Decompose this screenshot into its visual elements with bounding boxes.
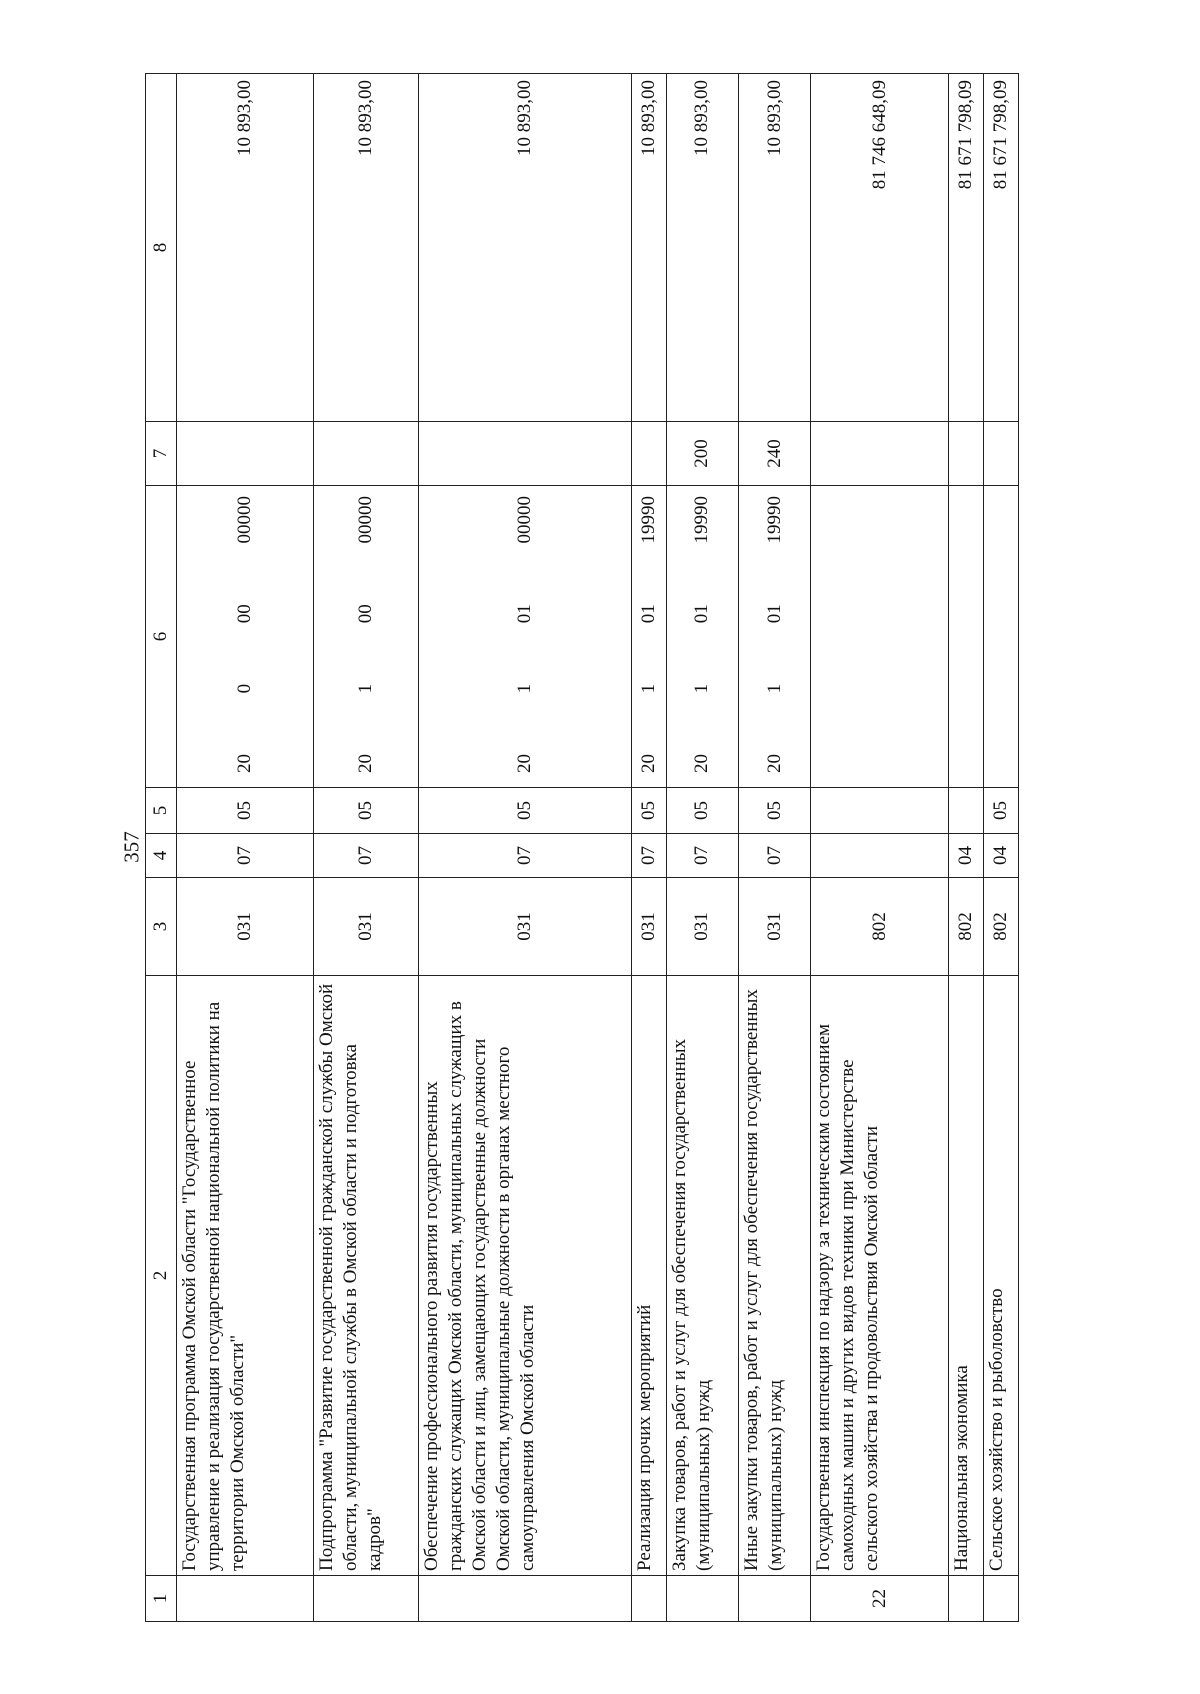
- target-subprogram: 1: [355, 683, 377, 694]
- section-code: 07: [314, 834, 419, 878]
- target-subprogram: 1: [763, 683, 785, 694]
- grbs-code: 802: [948, 878, 983, 976]
- table-row: [811, 74, 949, 1622]
- target-event: 01: [637, 604, 659, 624]
- subsection-code: 05: [738, 788, 810, 834]
- target-program: 20: [514, 754, 536, 773]
- row-number: [738, 1576, 810, 1622]
- grbs-code: 031: [666, 878, 738, 976]
- row-name: Государственная инспекция по надзору за техническим состоянием самоходных машин и других видов техники при Министерстве сельского хозяйства и продовольствия Омской области: [811, 976, 949, 1576]
- amount: 81 671 798,09: [983, 74, 1018, 422]
- table-row: [631, 74, 666, 1622]
- table-header-row: [146, 74, 177, 1622]
- amount: 10 893,00: [666, 74, 738, 422]
- grbs-code: 031: [419, 878, 631, 976]
- row-name: Государственная программа Омской области "Государственное управление и реализация государственной национальной политики на территории Омской области": [176, 976, 314, 1576]
- column-header: 8: [146, 74, 177, 422]
- expense-type-code: [811, 422, 949, 486]
- table-row: [176, 74, 314, 1622]
- expense-type-code: [314, 422, 419, 486]
- target-article-code: [314, 486, 419, 788]
- target-direction: 00000: [355, 496, 377, 544]
- target-event: 01: [691, 604, 713, 624]
- target-subprogram: 1: [637, 683, 659, 694]
- row-number: [419, 1576, 631, 1622]
- expense-type-code: [176, 422, 314, 486]
- expense-type-code: [631, 422, 666, 486]
- target-program: 20: [637, 754, 659, 773]
- target-event: 00: [355, 604, 377, 624]
- table-row: [314, 74, 419, 1622]
- expense-type-code: 200: [666, 422, 738, 486]
- target-subprogram: 0: [234, 683, 256, 694]
- target-article-code: [666, 486, 738, 788]
- target-article-code: [738, 486, 810, 788]
- table-row: [666, 74, 738, 1622]
- target-article-code: [176, 486, 314, 788]
- row-name: Реализация прочих мероприятий: [631, 976, 666, 1576]
- section-code: 07: [631, 834, 666, 878]
- expense-type-code: 240: [738, 422, 810, 486]
- row-name: Обеспечение профессионального развития государственных гражданских служащих Омской области, муниципальных служащих в Омской области и лиц, замещающих государственные должности Омской области, муниципальные должности в органах местного самоуправления Омской области: [419, 976, 631, 1576]
- amount: 81 746 648,09: [811, 74, 949, 422]
- rotated-table-container: [145, 74, 1019, 1622]
- table-row: [983, 74, 1018, 1622]
- amount: 10 893,00: [176, 74, 314, 422]
- subsection-code: [811, 788, 949, 834]
- row-name: Иные закупки товаров, работ и услуг для обеспечения государственных (муниципальных) нужд: [738, 976, 810, 1576]
- target-event: 00: [234, 604, 256, 624]
- column-header: 5: [146, 788, 177, 834]
- row-name: Сельское хозяйство и рыболовство: [983, 976, 1018, 1576]
- subsection-code: 05: [666, 788, 738, 834]
- section-code: 07: [666, 834, 738, 878]
- table-row: [738, 74, 810, 1622]
- subsection-code: [948, 788, 983, 834]
- target-program: 20: [691, 754, 713, 773]
- section-code: 07: [176, 834, 314, 878]
- target-program: 20: [234, 754, 256, 773]
- column-header: 7: [146, 422, 177, 486]
- page-number: 357: [119, 831, 144, 863]
- table-row: [948, 74, 983, 1622]
- target-program: 20: [355, 754, 377, 773]
- target-direction: 00000: [514, 496, 536, 544]
- target-direction: 19990: [637, 496, 659, 544]
- amount: 10 893,00: [738, 74, 810, 422]
- grbs-code: 031: [176, 878, 314, 976]
- target-article-code: [983, 486, 1018, 788]
- row-number: [314, 1576, 419, 1622]
- column-header: 3: [146, 878, 177, 976]
- grbs-code: 031: [314, 878, 419, 976]
- row-number: 22: [811, 1576, 949, 1622]
- subsection-code: 05: [419, 788, 631, 834]
- grbs-code: 031: [738, 878, 810, 976]
- amount: 10 893,00: [419, 74, 631, 422]
- expense-type-code: [948, 422, 983, 486]
- row-name: Подпрограмма "Развитие государственной гражданской службы Омской области, муниципальной службы в Омской области и подготовка кадров": [314, 976, 419, 1576]
- table-row: [419, 74, 631, 1622]
- row-name: Закупка товаров, работ и услуг для обеспечения государственных (муниципальных) нужд: [666, 976, 738, 1576]
- target-direction: 19990: [691, 496, 713, 544]
- target-event: 01: [763, 604, 785, 624]
- section-code: 04: [983, 834, 1018, 878]
- subsection-code: 05: [631, 788, 666, 834]
- target-program: 20: [763, 754, 785, 773]
- row-number: [948, 1576, 983, 1622]
- section-code: [811, 834, 949, 878]
- amount: 10 893,00: [314, 74, 419, 422]
- target-article-code: [811, 486, 949, 788]
- target-direction: 19990: [763, 496, 785, 544]
- row-number: [631, 1576, 666, 1622]
- row-number: [983, 1576, 1018, 1622]
- amount: 10 893,00: [631, 74, 666, 422]
- amount: 81 671 798,09: [948, 74, 983, 422]
- section-code: 07: [738, 834, 810, 878]
- grbs-code: 802: [983, 878, 1018, 976]
- row-name: Национальная экономика: [948, 976, 983, 1576]
- target-article-code: [419, 486, 631, 788]
- column-header: 6: [146, 486, 177, 788]
- row-number: [666, 1576, 738, 1622]
- section-code: 04: [948, 834, 983, 878]
- column-header: 4: [146, 834, 177, 878]
- target-event: 01: [514, 604, 536, 624]
- section-code: 07: [419, 834, 631, 878]
- row-number: [176, 1576, 314, 1622]
- grbs-code: 031: [631, 878, 666, 976]
- target-direction: 00000: [234, 496, 256, 544]
- target-article-code: [948, 486, 983, 788]
- budget-table: [145, 73, 1019, 1622]
- expense-type-code: [419, 422, 631, 486]
- subsection-code: 05: [314, 788, 419, 834]
- grbs-code: 802: [811, 878, 949, 976]
- table-body: [146, 74, 1019, 1622]
- subsection-code: 05: [176, 788, 314, 834]
- column-header: 2: [146, 976, 177, 1576]
- target-subprogram: 1: [691, 683, 713, 694]
- target-article-code: [631, 486, 666, 788]
- column-header: 1: [146, 1576, 177, 1622]
- subsection-code: 05: [983, 788, 1018, 834]
- expense-type-code: [983, 422, 1018, 486]
- target-subprogram: 1: [514, 683, 536, 694]
